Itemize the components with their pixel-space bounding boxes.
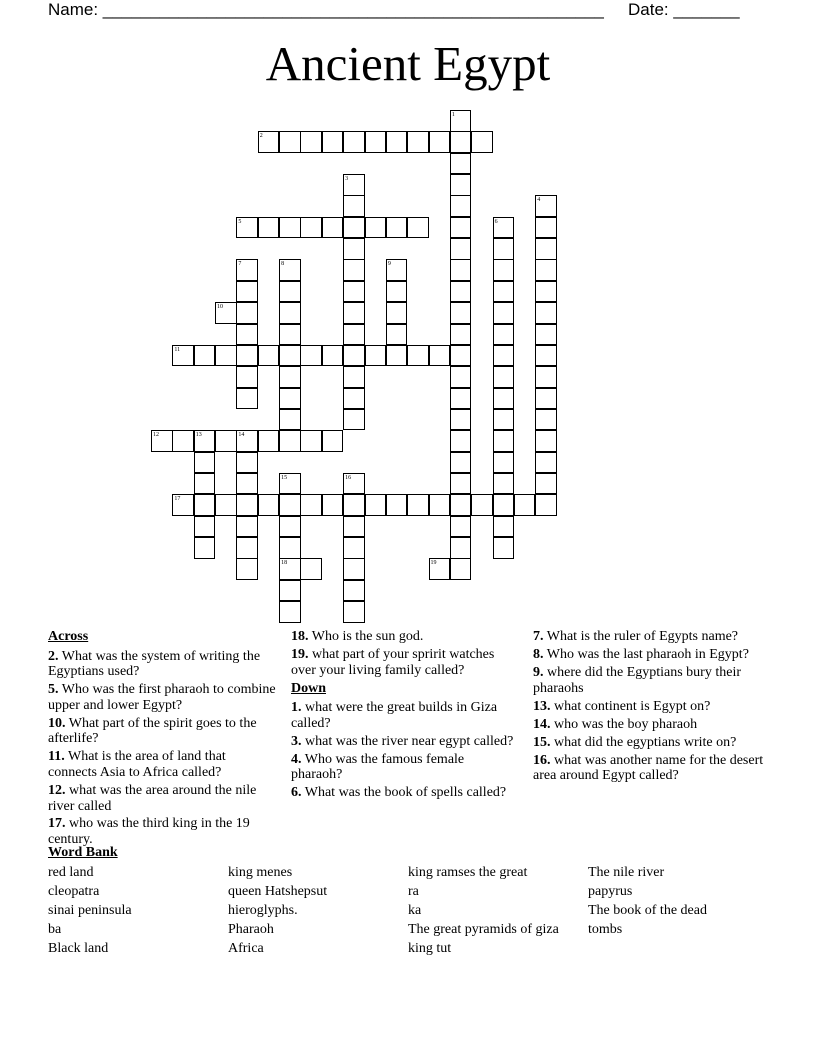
grid-cell[interactable] <box>386 217 408 239</box>
clue-number-17: 17 <box>174 496 181 503</box>
grid-cell[interactable] <box>429 345 451 367</box>
grid-cell[interactable] <box>258 494 280 516</box>
clue-number: 4. <box>291 751 302 767</box>
grid-cell[interactable] <box>386 131 408 153</box>
clue-number: 6. <box>291 785 302 801</box>
grid-cell[interactable] <box>279 324 301 346</box>
grid-cell[interactable] <box>535 217 557 239</box>
down-clue <box>291 734 517 750</box>
grid-cell[interactable] <box>450 366 472 388</box>
grid-cell[interactable] <box>236 537 258 559</box>
grid-cell[interactable] <box>343 302 365 324</box>
grid-cell[interactable] <box>450 195 472 217</box>
across-clue <box>291 647 517 678</box>
grid-cell[interactable] <box>322 131 344 153</box>
clue-number-15: 15 <box>281 474 288 481</box>
clue-number-18: 18 <box>281 560 288 567</box>
down-clue <box>533 629 768 645</box>
grid-cell[interactable] <box>279 409 301 431</box>
grid-cell[interactable] <box>279 430 301 452</box>
grid-cell[interactable] <box>535 195 557 217</box>
grid-cell[interactable] <box>343 366 365 388</box>
word-bank-item: Africa <box>228 941 264 956</box>
grid-cell[interactable] <box>365 494 387 516</box>
grid-cell[interactable] <box>450 302 472 324</box>
clue-number: 15. <box>533 734 551 750</box>
grid-cell[interactable] <box>535 494 557 516</box>
grid-cell[interactable] <box>194 345 216 367</box>
grid-cell[interactable] <box>215 345 237 367</box>
clue-number-14: 14 <box>238 432 245 439</box>
grid-cell[interactable] <box>279 259 301 281</box>
clue-text: Who was the famous female pharaoh? <box>291 751 465 783</box>
grid-cell[interactable] <box>194 430 216 452</box>
grid-cell[interactable] <box>493 388 515 410</box>
grid-cell[interactable] <box>322 345 344 367</box>
grid-cell[interactable] <box>343 388 365 410</box>
grid-cell[interactable] <box>386 259 408 281</box>
word-bank-item: The book of the dead <box>588 903 707 918</box>
grid-cell[interactable] <box>493 473 515 495</box>
grid-cell[interactable] <box>215 430 237 452</box>
clue-number-8: 8 <box>281 261 285 268</box>
word-bank-item: king menes <box>228 865 293 880</box>
word-bank-item: Black land <box>48 941 109 956</box>
clue-number: 17. <box>48 816 66 832</box>
grid-cell[interactable] <box>365 217 387 239</box>
grid-cell[interactable] <box>450 494 472 516</box>
grid-cell[interactable] <box>407 217 429 239</box>
grid-cell[interactable] <box>343 281 365 303</box>
grid-cell[interactable] <box>279 494 301 516</box>
clues-column-1 <box>48 629 276 850</box>
grid-cell[interactable] <box>343 516 365 538</box>
grid-cell[interactable] <box>322 494 344 516</box>
word-bank-item: ba <box>48 922 62 937</box>
word-bank-heading: Word Bank <box>48 845 118 860</box>
clues-column-2 <box>291 629 517 803</box>
grid-cell[interactable] <box>535 302 557 324</box>
across-clue <box>291 629 517 645</box>
grid-cell[interactable] <box>279 217 301 239</box>
grid-cell[interactable] <box>322 430 344 452</box>
clue-text: what part of your spririt watches over your living family called? <box>291 646 495 678</box>
grid-cell[interactable] <box>279 131 301 153</box>
grid-cell[interactable] <box>493 366 515 388</box>
grid-cell[interactable] <box>493 409 515 431</box>
clue-number-16: 16 <box>345 474 352 481</box>
clue-number: 2. <box>48 648 59 664</box>
grid-cell[interactable] <box>429 494 451 516</box>
grid-cell[interactable] <box>300 430 322 452</box>
grid-cell[interactable] <box>236 345 258 367</box>
clue-number-9: 9 <box>387 261 391 268</box>
grid-cell[interactable] <box>471 494 493 516</box>
grid-cell[interactable] <box>172 430 194 452</box>
clue-text: what continent is Egypt on? <box>550 698 711 714</box>
word-bank-item: papyrus <box>588 884 633 899</box>
clue-number-1: 1 <box>451 112 455 118</box>
grid-cell[interactable] <box>535 473 557 495</box>
grid-cell[interactable] <box>493 452 515 474</box>
grid-cell[interactable] <box>450 131 472 153</box>
word-bank-item: The nile river <box>588 865 665 880</box>
clue-number: 5. <box>48 682 59 698</box>
grid-cell[interactable] <box>450 153 472 175</box>
grid-cell[interactable] <box>215 494 237 516</box>
grid-cell[interactable] <box>450 281 472 303</box>
clue-number: 1. <box>291 700 302 716</box>
grid-cell[interactable] <box>300 217 322 239</box>
grid-cell[interactable] <box>194 494 216 516</box>
clue-number: 13. <box>533 698 551 714</box>
grid-cell[interactable] <box>279 558 301 580</box>
grid-cell[interactable] <box>343 558 365 580</box>
grid-cell[interactable] <box>343 131 365 153</box>
grid-cell[interactable] <box>450 217 472 239</box>
clue-number: 14. <box>533 716 551 732</box>
clue-text: what was the area around the nile river called <box>48 782 257 814</box>
grid-cell[interactable] <box>450 473 472 495</box>
word-bank-item: king ramses the great <box>408 865 528 880</box>
across-clue <box>48 783 276 814</box>
grid-cell[interactable] <box>236 558 258 580</box>
down-clue <box>533 699 768 715</box>
grid-cell[interactable] <box>343 259 365 281</box>
grid-cell[interactable] <box>279 388 301 410</box>
grid-cell[interactable] <box>236 324 258 346</box>
grid-cell[interactable] <box>450 238 472 260</box>
grid-cell[interactable] <box>493 537 515 559</box>
grid-cell[interactable] <box>493 345 515 367</box>
grid-cell[interactable] <box>343 195 365 217</box>
date-field[interactable]: Date: _______ <box>628 0 740 19</box>
clue-number-11: 11 <box>174 346 181 353</box>
grid-cell[interactable] <box>236 281 258 303</box>
grid-cell[interactable] <box>450 388 472 410</box>
grid-cell[interactable] <box>258 345 280 367</box>
grid-cell[interactable] <box>450 516 472 538</box>
grid-cell[interactable] <box>236 494 258 516</box>
grid-cell[interactable] <box>258 430 280 452</box>
grid-cell[interactable] <box>450 537 472 559</box>
word-bank-item: hieroglyphs. <box>228 903 298 918</box>
clues-column-3 <box>533 629 768 786</box>
clue-number: 3. <box>291 733 302 749</box>
down-clue <box>291 785 517 801</box>
grid-cell[interactable] <box>493 238 515 260</box>
across-clue <box>48 816 276 847</box>
grid-cell[interactable] <box>493 494 515 516</box>
grid-cell[interactable] <box>279 537 301 559</box>
clue-number: 19. <box>291 646 309 662</box>
grid-cell[interactable] <box>343 217 365 239</box>
down-heading: Down <box>291 680 327 696</box>
clue-number-2: 2 <box>259 133 263 140</box>
grid-cell[interactable] <box>236 473 258 495</box>
down-clue <box>533 665 768 696</box>
grid-cell[interactable] <box>407 345 429 367</box>
grid-cell[interactable] <box>194 473 216 495</box>
clue-number-7: 7 <box>238 261 242 268</box>
word-bank-item: sinai peninsula <box>48 903 132 918</box>
clue-text: Who was the first pharaoh to combine upper and lower Egypt? <box>48 682 276 713</box>
grid-cell[interactable] <box>429 558 451 580</box>
grid-cell[interactable] <box>215 302 237 324</box>
grid-cell[interactable] <box>493 516 515 538</box>
across-clue <box>48 682 276 713</box>
grid-cell[interactable] <box>279 366 301 388</box>
word-bank-item: ra <box>408 884 419 899</box>
grid-cell[interactable] <box>450 452 472 474</box>
grid-cell[interactable] <box>343 238 365 260</box>
word-bank-item: cleopatra <box>48 884 100 899</box>
clue-number: 18. <box>291 629 309 644</box>
word-bank-item: ka <box>408 903 422 918</box>
clue-text: what were the great builds in Giza called? <box>291 700 498 731</box>
clue-text: what was the river near egypt called? <box>301 733 514 749</box>
across-clue <box>48 649 276 680</box>
grid-cell[interactable] <box>386 302 408 324</box>
grid-cell[interactable] <box>535 324 557 346</box>
clue-text: What is the ruler of Egypts name? <box>543 629 739 644</box>
clue-text: who was the third king in the 19 century. <box>48 816 250 848</box>
grid-cell[interactable] <box>535 409 557 431</box>
grid-cell[interactable] <box>450 345 472 367</box>
grid-cell[interactable] <box>450 110 472 132</box>
grid-cell[interactable] <box>194 537 216 559</box>
grid-cell[interactable] <box>386 494 408 516</box>
grid-cell[interactable] <box>429 131 451 153</box>
grid-cell[interactable] <box>343 601 365 623</box>
clue-number: 12. <box>48 782 66 798</box>
grid-cell[interactable] <box>450 174 472 196</box>
down-clue <box>533 717 768 733</box>
grid-cell[interactable] <box>300 494 322 516</box>
word-bank-item: Pharaoh <box>228 922 274 937</box>
clue-text: What was the system of writing the Egyptians used? <box>48 648 261 680</box>
across-heading: Across <box>48 629 89 644</box>
grid-cell[interactable] <box>535 345 557 367</box>
grid-cell[interactable] <box>279 345 301 367</box>
clue-text: where did the Egyptians bury their pharaohs <box>533 664 742 696</box>
grid-cell[interactable] <box>151 430 173 452</box>
grid-cell[interactable] <box>279 601 301 623</box>
clue-text: what did the egyptians write on? <box>550 734 737 750</box>
grid-cell[interactable] <box>407 494 429 516</box>
clue-number: 11. <box>48 749 65 765</box>
grid-cell[interactable] <box>493 281 515 303</box>
grid-cell[interactable] <box>343 324 365 346</box>
grid-cell[interactable] <box>236 388 258 410</box>
grid-cell[interactable] <box>514 494 536 516</box>
header <box>48 0 748 22</box>
clue-number-4: 4 <box>537 197 541 204</box>
grid-cell[interactable] <box>236 430 258 452</box>
grid-cell[interactable] <box>450 409 472 431</box>
clue-number-6: 6 <box>494 218 498 225</box>
grid-cell[interactable] <box>365 345 387 367</box>
grid-cell[interactable] <box>194 452 216 474</box>
grid-cell[interactable] <box>386 281 408 303</box>
across-clue <box>48 716 276 747</box>
clue-number: 8. <box>533 646 544 662</box>
clue-number: 9. <box>533 664 544 680</box>
clue-number-12: 12 <box>153 432 159 439</box>
word-bank-item: The great pyramids of giza <box>408 922 559 937</box>
grid-cell[interactable] <box>279 473 301 495</box>
clue-number: 10. <box>48 715 66 731</box>
grid-cell[interactable] <box>236 452 258 474</box>
down-clue <box>291 700 517 731</box>
grid-cell[interactable] <box>343 473 365 495</box>
clue-text: What is the area of land that connects Asia to Africa called? <box>48 749 226 780</box>
grid-cell[interactable] <box>386 324 408 346</box>
grid-cell[interactable] <box>450 324 472 346</box>
grid-cell[interactable] <box>535 238 557 260</box>
clue-number: 16. <box>533 752 551 768</box>
grid-cell[interactable] <box>450 430 472 452</box>
clue-number-10: 10 <box>217 304 224 311</box>
across-clue <box>48 749 276 780</box>
down-clue <box>291 752 517 783</box>
grid-cell[interactable] <box>258 131 280 153</box>
clue-text: What was the book of spells called? <box>301 785 507 801</box>
grid-cell[interactable] <box>535 259 557 281</box>
down-clue <box>533 647 768 663</box>
grid-cell[interactable] <box>258 217 280 239</box>
clue-text: who was the boy pharaoh <box>550 716 698 732</box>
grid-cell[interactable] <box>343 345 365 367</box>
grid-cell[interactable] <box>343 409 365 431</box>
clue-text: Who was the last pharaoh in Egypt? <box>543 646 749 662</box>
grid-cell[interactable] <box>386 345 408 367</box>
grid-cell[interactable] <box>535 452 557 474</box>
grid-cell[interactable] <box>236 366 258 388</box>
grid-cell[interactable] <box>236 259 258 281</box>
down-clue <box>533 735 768 751</box>
clue-number: 7. <box>533 629 544 644</box>
grid-cell[interactable] <box>236 217 258 239</box>
name-field[interactable]: Name: _____________________________________________________ <box>48 0 604 19</box>
grid-cell[interactable] <box>343 494 365 516</box>
grid-cell[interactable] <box>236 516 258 538</box>
grid-cell[interactable] <box>236 302 258 324</box>
grid-cell[interactable] <box>471 131 493 153</box>
grid-cell[interactable] <box>322 217 344 239</box>
clue-number-3: 3 <box>345 176 349 183</box>
grid-cell[interactable] <box>300 558 322 580</box>
clue-text: Who is the sun god. <box>308 629 424 644</box>
clue-number-5: 5 <box>238 218 242 225</box>
word-bank-item: tombs <box>588 922 623 937</box>
grid-cell[interactable] <box>300 131 322 153</box>
grid-cell[interactable] <box>343 174 365 196</box>
grid-cell[interactable] <box>535 388 557 410</box>
grid-cell[interactable] <box>172 494 194 516</box>
clue-number-19: 19 <box>430 560 437 567</box>
grid-cell[interactable] <box>535 366 557 388</box>
grid-cell[interactable] <box>279 516 301 538</box>
grid-cell[interactable] <box>493 430 515 452</box>
grid-cell[interactable] <box>343 537 365 559</box>
grid-cell[interactable] <box>300 345 322 367</box>
word-bank-item: queen Hatshepsut <box>228 884 328 899</box>
grid-cell[interactable] <box>172 345 194 367</box>
grid-cell[interactable] <box>365 131 387 153</box>
grid-cell[interactable] <box>535 281 557 303</box>
grid-cell[interactable] <box>493 217 515 239</box>
grid-cell[interactable] <box>407 131 429 153</box>
clue-text: what was another name for the desert area around Egypt called? <box>533 752 764 784</box>
word-bank <box>48 865 768 965</box>
clue-text: What part of the spirit goes to the afterlife? <box>48 715 257 747</box>
grid-cell[interactable] <box>279 281 301 303</box>
grid-cell[interactable] <box>343 580 365 602</box>
grid-cell[interactable] <box>450 558 472 580</box>
grid-cell[interactable] <box>493 302 515 324</box>
word-bank-item: red land <box>48 865 94 880</box>
grid-cell[interactable] <box>493 324 515 346</box>
page-title: Ancient Egypt <box>265 36 551 91</box>
grid-cell[interactable] <box>493 259 515 281</box>
clue-number-13: 13 <box>195 432 202 439</box>
grid-cell[interactable] <box>535 430 557 452</box>
word-bank-item: king tut <box>408 941 452 956</box>
grid-cell[interactable] <box>279 580 301 602</box>
grid-cell[interactable] <box>279 302 301 324</box>
down-clue <box>533 753 768 784</box>
grid-cell[interactable] <box>450 259 472 281</box>
grid-cell[interactable] <box>194 516 216 538</box>
